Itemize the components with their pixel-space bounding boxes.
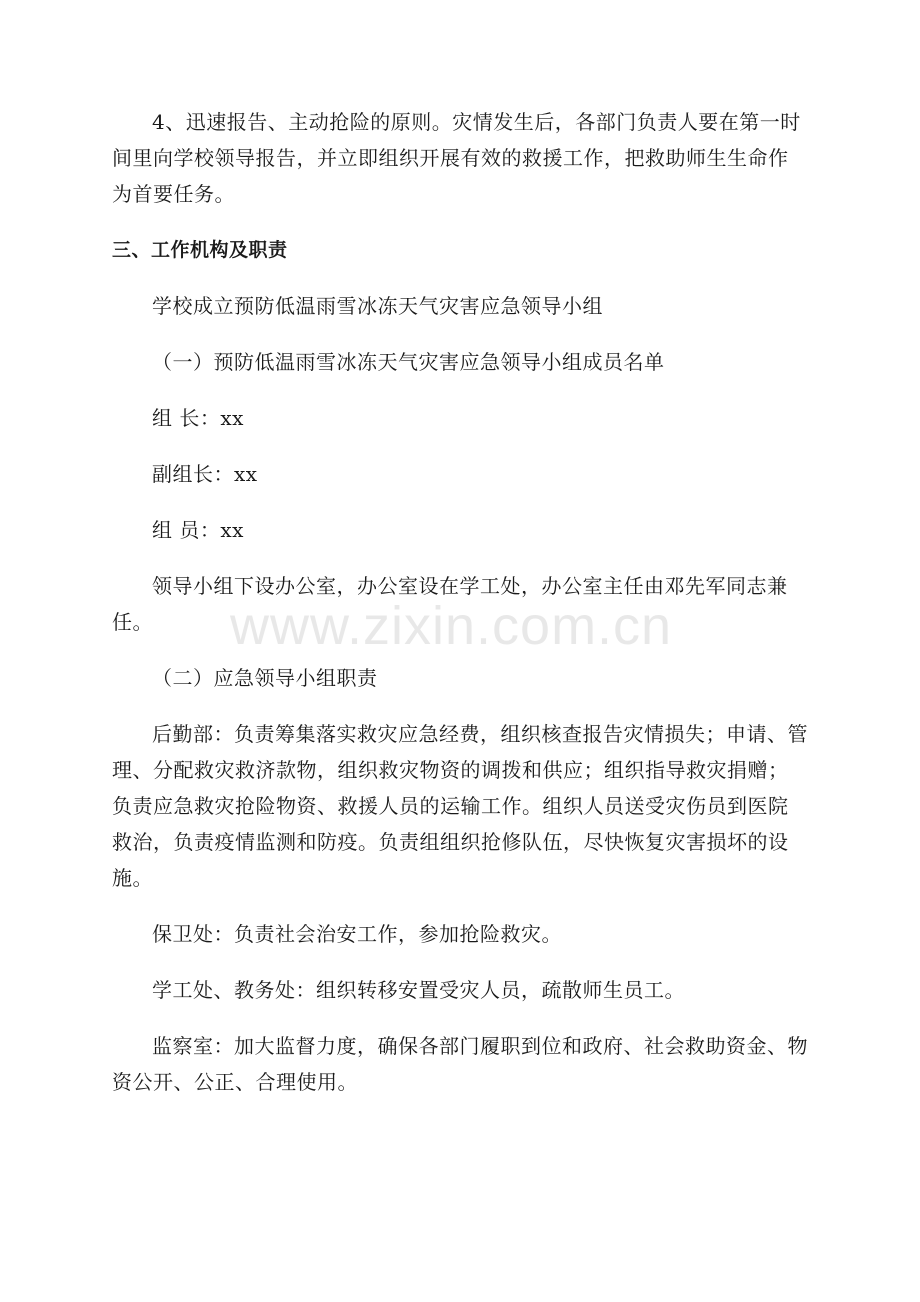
paragraph-leading-group: 学校成立预防低温雨雪冰冻天气灾害应急领导小组 — [152, 294, 603, 318]
paragraph-deputy-leader: 副组长：xx — [152, 462, 258, 486]
paragraph-student-affairs: 学工处、教务处：组织转移安置受灾人员，疏散师生员工。 — [152, 978, 685, 1002]
paragraph-members: 组 员：xx — [152, 518, 244, 542]
paragraph-security: 保卫处：负责社会治安工作，参加抢险救灾。 — [152, 922, 562, 946]
paragraph-member-list-title: （一）预防低温雨雪冰冻天气灾害应急领导小组成员名单 — [152, 350, 665, 374]
paragraph-supervision: 监察室：加大监督力度，确保各部门履职到位和政府、社会救助资金、物资公开、公正、合理使用。 — [112, 1034, 808, 1094]
paragraph-group-leader: 组 长：xx — [152, 406, 244, 430]
paragraph-duties-title: （二）应急领导小组职责 — [152, 666, 378, 690]
paragraph-logistics: 后勤部：负责筹集落实救灾应急经费，组织核查报告灾情损失；申请、管理、分配救灾救济款物，组织救灾物资的调拨和供应；组织指导救灾捐赠；负责应急救灾抢险物资、救援人员的运输工作。组织人员送受灾伤员到医院救治，负责疫情监测和防疫。负责组组织抢修队伍，尽快恢复灾害损坏的设施。 — [112, 722, 808, 890]
document-body — [112, 104, 808, 1120]
watermark: www.zixin.com.cn — [230, 596, 673, 656]
section-heading-3: 三、工作机构及职责 — [112, 239, 288, 261]
paragraph-office: 领导小组下设办公室，办公室设在学工处，办公室主任由邓先军同志兼任。 — [112, 574, 788, 634]
paragraph-principle-4: 4、迅速报告、主动抢险的原则。灾情发生后，各部门负责人要在第一时间里向学校领导报告，并立即组织开展有效的救援工作，把救助师生生命作为首要任务。 — [112, 110, 801, 206]
